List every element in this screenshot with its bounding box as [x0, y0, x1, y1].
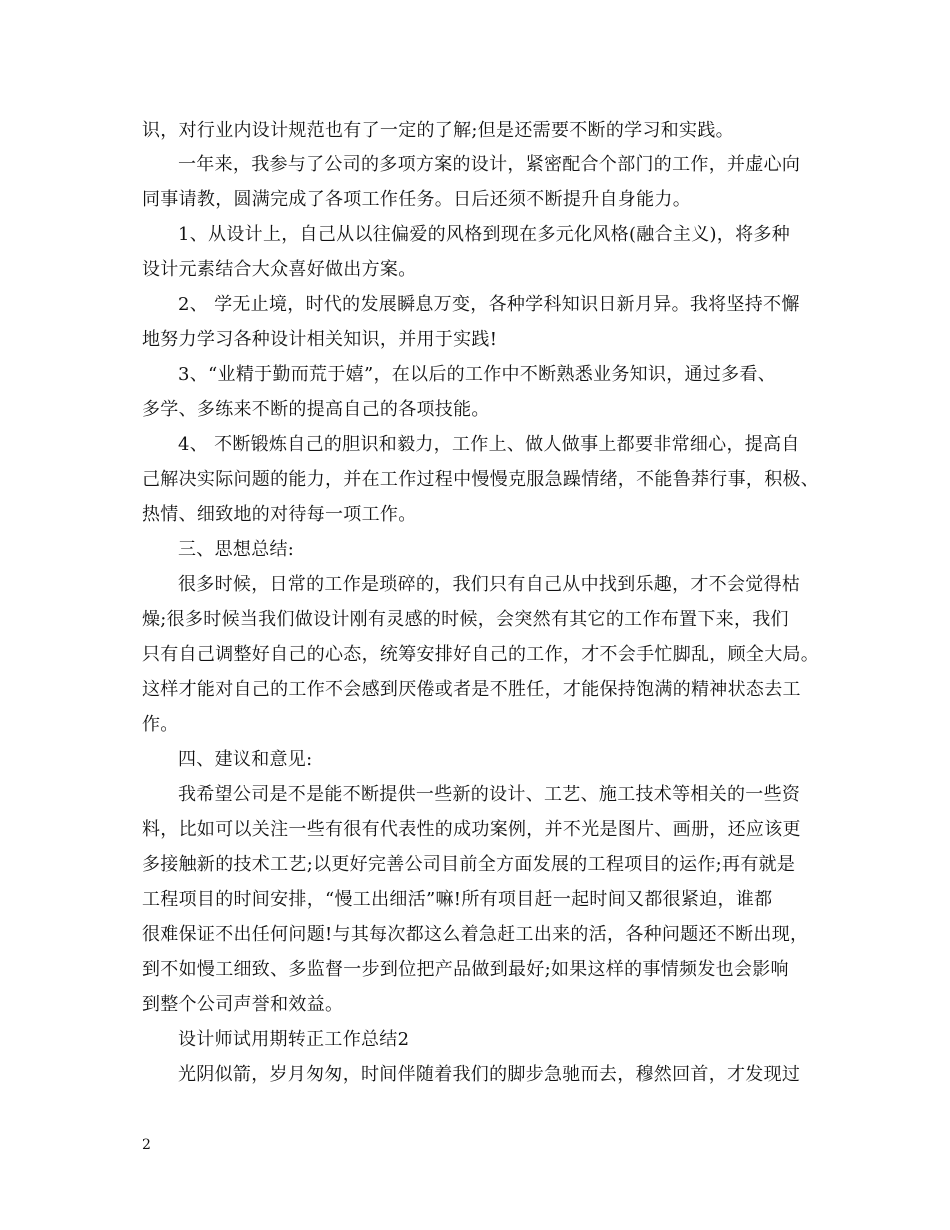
body-text-line: 燥;很多时候当我们做设计刚有灵感的时候，会突然有其它的工作布置下来，我们: [142, 609, 789, 630]
body-text-line: 只有自己调整好自己的心态，统筹安排好自己的工作，才不会手忙脚乱，顾全大局。: [142, 644, 820, 665]
section-heading: 三、思想总结:: [178, 539, 295, 560]
body-text-line: 很多时候，日常的工作是琐碎的，我们只有自己从中找到乐趣，才不会觉得枯: [178, 574, 801, 595]
body-text-line: 4、 不断锻炼自己的胆识和毅力，工作上、做人做事上都要非常细心，提高自: [178, 434, 800, 455]
body-text-line: 很难保证不出任何问题!与其每次都这么着急赶工出来的活，各种问题还不断出现，: [142, 924, 809, 945]
body-text-line: 同事请教，圆满完成了各项工作任务。日后还须不断提升自身能力。: [142, 189, 691, 210]
body-text-line: 热情、细致地的对待每一项工作。: [142, 504, 417, 525]
body-text-line: 到整个公司声誉和效益。: [142, 994, 344, 1015]
body-text-line: 2、 学无止境，时代的发展瞬息万变，各种学科知识日新月异。我将坚持不懈: [178, 294, 800, 315]
section-heading: 四、建议和意见:: [178, 749, 313, 770]
body-text-line: 工程项目的时间安排，“慢工出细活”嘛!所有项目赶一起时间又都很紧迫，谁都: [142, 889, 773, 910]
body-text-line: 设计元素结合大众喜好做出方案。: [142, 259, 417, 280]
body-text-line: 我希望公司是不是能不断提供一些新的设计、工艺、施工技术等相关的一些资: [178, 784, 801, 805]
body-text-line: 3、“业精于勤而荒于嬉”，在以后的工作中不断熟悉业务知识，通过多看、: [178, 364, 777, 385]
body-text-line: 作。: [142, 714, 179, 735]
body-text-line: 到不如慢工细致、多监督一步到位把产品做到最好;如果这样的事情频发也会影响: [142, 959, 789, 980]
body-text-line: 己解决实际问题的能力，并在工作过程中慢慢克服急躁情绪，不能鲁莽行事，积极、: [142, 469, 820, 490]
body-text-line: 这样才能对自己的工作不会感到厌倦或者是不胜任，才能保持饱满的精神状态去工: [142, 679, 801, 700]
body-text-line: 多学、多练来不断的提高自己的各项技能。: [142, 399, 490, 420]
body-text-line: 光阴似箭，岁月匆匆，时间伴随着我们的脚步急驰而去，穆然回首，才发现过: [178, 1064, 801, 1085]
body-text-line: 地努力学习各种设计相关知识，并用于实践!: [142, 329, 498, 350]
body-text-line: 多接触新的技术工艺;以更好完善公司目前全方面发展的工程项目的运作;再有就是: [142, 854, 796, 875]
page-number: 2: [142, 1137, 151, 1153]
body-text-line: 识，对行业内设计规范也有了一定的了解;但是还需要不断的学习和实践。: [142, 120, 734, 141]
body-text-line: 1、从设计上，自己从以往偏爱的风格到现在多元化风格(融合主义)，将多种: [178, 224, 790, 245]
body-text-line: 料，比如可以关注一些有很有代表性的成功案例，并不光是图片、画册，还应该更: [142, 819, 801, 840]
body-text-line: 一年来，我参与了公司的多项方案的设计，紧密配合个部门的工作，并虚心向: [178, 154, 801, 175]
document-subtitle: 设计师试用期转正工作总结2: [178, 1029, 410, 1050]
